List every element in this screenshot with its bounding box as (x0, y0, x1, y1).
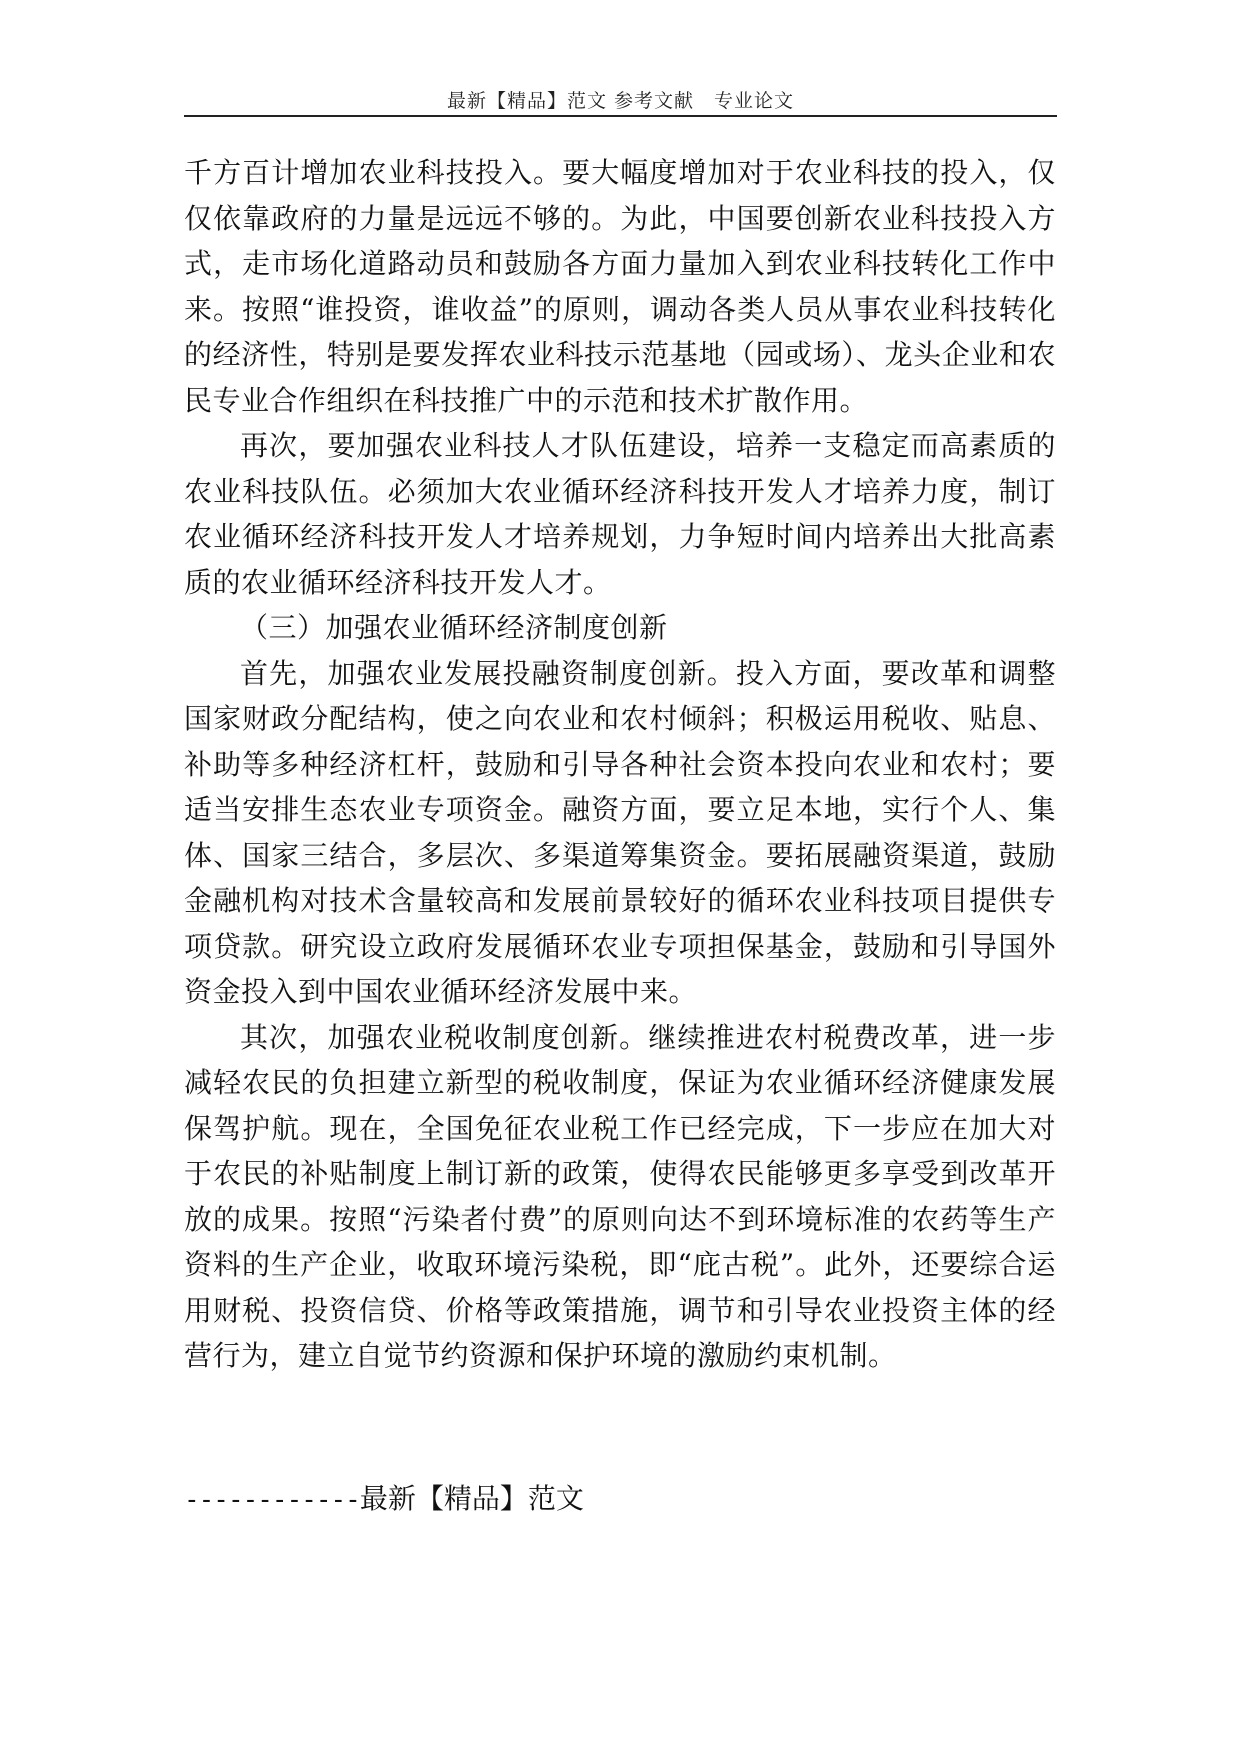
paragraph-2: 再次，要加强农业科技人才队伍建设，培养一支稳定而高素质的农业科技队伍。必须加大农业循环经济科技开发人才培养力度，制订农业循环经济科技开发人才培养规划，力争短时间内培养出大批高素质的农业循环经济科技开发人才。 (184, 429, 1056, 599)
document-body (184, 150, 1056, 1379)
footer-text: 最新【精品】范文 (359, 1482, 584, 1515)
paragraph-1: 千方百计增加农业科技投入。要大幅度增加对于农业科技的投入，仅仅依靠政府的力量是远远不够的。为此，中国要创新农业科技投入方式，走市场化道路动员和鼓励各方面力量加入到农业科技转化工作中来。按照“谁投资，谁收益”的原则，调动各类人员从事农业科技转化的经济性，特别是要发挥农业科技示范基地（园或场）、龙头企业和农民专业合作组织在科技推广中的示范和技术扩散作用。 (184, 156, 1056, 417)
header-rule (184, 115, 1057, 117)
section-heading: （三）加强农业循环经济制度创新 (240, 611, 668, 644)
page-footer (184, 1479, 584, 1520)
page-header: 最新【精品】范文 参考文献 专业论文 (446, 90, 795, 112)
paragraph-3: 首先，加强农业发展投融资制度创新。投入方面，要改革和调整国家财政分配结构，使之向农业和农村倾斜；积极运用税收、贴息、补助等多种经济杠杆，鼓励和引导各种社会资本投向农业和农村；要适当安排生态农业专项资金。融资方面，要立足本地，实行个人、集体、国家三结合，多层次、多渠道筹集资金。要拓展融资渠道，鼓励金融机构对技术含量较高和发展前景较好的循环农业科技项目提供专项贷款。研究设立政府发展循环农业专项担保基金，鼓励和引导国外资金投入到中国农业循环经济发展中来。 (184, 656, 1056, 1008)
footer-dashes: ------------ (184, 1485, 360, 1515)
paragraph-4: 其次，加强农业税收制度创新。继续推进农村税费改革，进一步减轻农民的负担建立新型的税收制度，保证为农业循环经济健康发展保驾护航。现在，全国免征农业税工作已经完成，下一步应在加大对于农民的补贴制度上制订新的政策，使得农民能够更多享受到改革开放的成果。按照“污染者付费”的原则向达不到环境标准的农药等生产资料的生产企业，收取环境污染税，即“庇古税”。此外，还要综合运用财税、投资信贷、价格等政策措施，调节和引导农业投资主体的经营行为，建立自觉节约资源和保护环境的激励约束机制。 (184, 1020, 1056, 1372)
